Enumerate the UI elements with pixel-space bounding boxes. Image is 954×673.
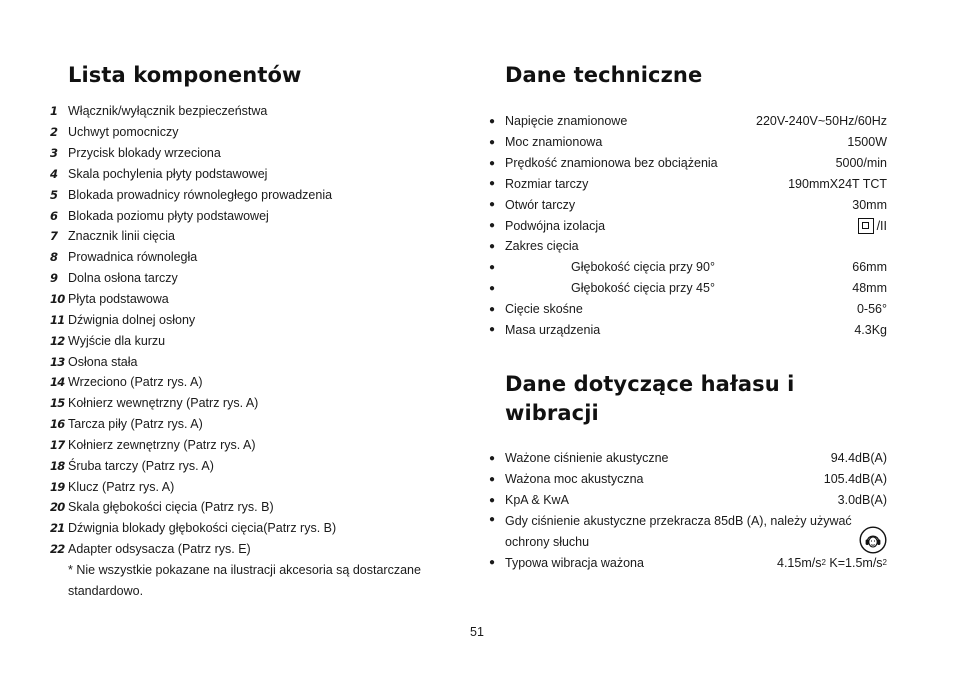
spec-value: 0-56° — [856, 302, 887, 317]
spec-row — [489, 111, 887, 132]
spec-value: 220V-240V~50Hz/60Hz — [756, 114, 887, 129]
spec-label: KpA & KwA — [505, 493, 569, 508]
vibration-value-a: 4.15m/s — [777, 555, 822, 570]
item-number: 3 — [50, 146, 58, 161]
spec-label: Rozmiar tarczy — [505, 176, 589, 191]
list-item — [50, 122, 470, 143]
item-label: Dolna osłona tarczy — [68, 271, 178, 286]
tech-spec-list — [489, 111, 887, 340]
spec-row — [489, 257, 887, 278]
spec-row — [489, 215, 887, 236]
item-number: 10 — [50, 292, 65, 307]
spec-label: Głębokość cięcia przy 45° — [571, 281, 715, 296]
item-label: Klucz (Patrz rys. A) — [68, 479, 175, 494]
list-item — [50, 372, 470, 393]
spec-value: 66mm — [852, 260, 887, 275]
item-number: 8 — [50, 250, 58, 265]
ear-protection-icon — [859, 526, 887, 554]
hearing-protection-text: Gdy ciśnienie akustyczne przekracza 85dB (A), należy używać ochrony słuchu — [505, 513, 852, 549]
item-label: Skala pochylenia płyty podstawowej — [68, 166, 268, 181]
spec-value: 94.4dB(A) — [830, 451, 887, 466]
list-item — [50, 289, 470, 310]
tech-title: Dane techniczne — [505, 63, 703, 87]
item-label: Skala głębokości cięcia (Patrz rys. B) — [68, 500, 274, 515]
spec-label: Ważone ciśnienie akustyczne — [505, 451, 669, 466]
spec-value: 1500W — [847, 135, 887, 150]
spec-label: Zakres cięcia — [505, 239, 579, 254]
item-label: Blokada prowadnicy równoległego prowadzenia — [68, 187, 333, 202]
list-item — [50, 476, 470, 497]
item-number: 4 — [50, 166, 58, 181]
bullet-icon: ● — [489, 240, 496, 252]
spec-value: 3.0dB(A) — [837, 493, 887, 508]
bullet-icon: ● — [489, 157, 496, 169]
item-number: 1 — [50, 104, 58, 119]
spec-row — [489, 299, 887, 320]
item-label: Prowadnica równoległa — [68, 250, 198, 265]
list-item — [50, 351, 470, 372]
item-label: Włącznik/wyłącznik bezpieczeństwa — [68, 104, 268, 119]
item-number: 21 — [50, 521, 65, 536]
list-item — [50, 455, 470, 476]
spec-value: /II — [876, 218, 887, 233]
item-number: 15 — [50, 396, 65, 411]
spec-value: 30mm — [852, 197, 887, 212]
item-label: Adapter odsysacza (Patrz rys. E) — [68, 542, 251, 557]
item-number: 20 — [50, 500, 65, 515]
list-item — [50, 393, 470, 414]
item-label: Osłona stała — [68, 354, 138, 369]
noise-title-line1: Dane dotyczące hałasu i — [505, 372, 795, 396]
item-label: Dźwignia blokady głębokości cięcia(Patrz rys. B) — [68, 521, 337, 536]
double-insulation-icon — [858, 218, 874, 234]
spec-label: Moc znamionowa — [505, 135, 603, 150]
item-label: Uchwyt pomocniczy — [68, 125, 179, 140]
spec-label: Głębokość cięcia przy 90° — [571, 260, 715, 275]
item-number: 7 — [50, 229, 58, 244]
item-label: Śruba tarczy (Patrz rys. A) — [68, 458, 214, 473]
spec-label: Napięcie znamionowe — [505, 114, 628, 129]
spec-value: 105.4dB(A) — [823, 472, 887, 487]
list-item — [50, 309, 470, 330]
list-item — [50, 184, 470, 205]
vibration-value-k: K=1.5m/s — [825, 555, 883, 570]
spec-row — [489, 236, 887, 257]
bullet-icon: ● — [489, 199, 496, 211]
item-number: 2 — [50, 125, 58, 140]
item-label: Kołnierz wewnętrzny (Patrz rys. A) — [68, 396, 259, 411]
list-item — [50, 164, 470, 185]
item-label: Wrzeciono (Patrz rys. A) — [68, 375, 203, 390]
bullet-icon: ● — [489, 115, 496, 127]
bullet-icon: ● — [489, 261, 496, 273]
accessories-footnote: * Nie wszystkie pokazane na ilustracji akcesoria są dostarczane standardowo. — [68, 563, 421, 598]
spec-row — [489, 194, 887, 215]
item-label: Wyjście dla kurzu — [68, 333, 166, 348]
bullet-icon: ● — [489, 178, 496, 190]
list-item — [50, 205, 470, 226]
bullet-icon: ● — [489, 557, 496, 569]
spec-row — [489, 174, 887, 195]
bullet-icon: ● — [489, 494, 496, 506]
list-item — [50, 539, 470, 560]
item-label: Znacznik linii cięcia — [68, 229, 175, 244]
list-item — [50, 143, 470, 164]
bullet-icon: ● — [489, 303, 496, 315]
spec-row — [489, 319, 887, 340]
spec-label: Podwójna izolacja — [505, 218, 606, 233]
item-number: 19 — [50, 479, 65, 494]
item-number: 13 — [50, 354, 65, 369]
bullet-icon: ● — [489, 473, 496, 485]
item-number: 22 — [50, 542, 65, 557]
spec-label: Ważona moc akustyczna — [505, 472, 644, 487]
spec-value: 48mm — [852, 281, 887, 296]
item-label: Przycisk blokady wrzeciona — [68, 146, 221, 161]
list-item — [50, 414, 470, 435]
spec-value: 5000/min — [835, 156, 887, 171]
spec-value-wrap — [858, 218, 887, 234]
list-item — [50, 247, 470, 268]
list-item — [50, 330, 470, 351]
item-number: 18 — [50, 458, 65, 473]
noise-spec-list — [489, 448, 887, 573]
spec-value: 190mmX24T TCT — [788, 176, 887, 191]
list-item — [50, 268, 470, 289]
exponent: 2 — [882, 558, 887, 568]
spec-row — [489, 490, 887, 511]
item-number: 5 — [50, 187, 58, 202]
item-label: Kołnierz zewnętrzny (Patrz rys. A) — [68, 437, 256, 452]
bullet-icon: ● — [489, 513, 496, 525]
item-label: Blokada poziomu płyty podstawowej — [68, 208, 269, 223]
bullet-icon: ● — [489, 136, 496, 148]
list-item — [50, 226, 470, 247]
components-list — [50, 101, 470, 560]
item-label: Dźwignia dolnej osłony — [68, 312, 196, 327]
bullet-icon: ● — [489, 324, 496, 336]
item-number: 11 — [50, 312, 65, 327]
page-number: 51 — [470, 625, 484, 639]
bullet-icon: ● — [489, 220, 496, 232]
spec-label: Typowa wibracja ważona — [505, 555, 644, 570]
item-label: Tarcza piły (Patrz rys. A) — [68, 417, 203, 432]
spec-label: Masa urządzenia — [505, 322, 601, 337]
spec-row — [489, 448, 887, 469]
list-item — [50, 518, 470, 539]
item-number: 9 — [50, 271, 58, 286]
item-number: 12 — [50, 333, 65, 348]
item-label: Płyta podstawowa — [68, 292, 169, 307]
spec-row — [489, 153, 887, 174]
spec-value: 4.3Kg — [854, 322, 887, 337]
spec-row — [489, 278, 887, 299]
spec-label: Cięcie skośne — [505, 302, 583, 317]
spec-row — [489, 132, 887, 153]
list-item — [50, 435, 470, 456]
spec-label: Otwór tarczy — [505, 197, 576, 212]
hearing-protection-row — [489, 511, 887, 553]
spec-label: Prędkość znamionowa bez obciążenia — [505, 156, 718, 171]
item-number: 17 — [50, 437, 65, 452]
list-item — [50, 497, 470, 518]
vibration-value — [777, 556, 887, 570]
exponent: 2 — [821, 558, 826, 568]
item-number: 6 — [50, 208, 58, 223]
components-title: Lista komponentów — [68, 63, 302, 87]
spec-row — [489, 553, 887, 574]
list-item — [50, 101, 470, 122]
spec-row — [489, 469, 887, 490]
noise-title-line2: wibracji — [505, 401, 599, 425]
item-number: 16 — [50, 417, 65, 432]
item-number: 14 — [50, 375, 65, 390]
bullet-icon: ● — [489, 282, 496, 294]
bullet-icon: ● — [489, 452, 496, 464]
